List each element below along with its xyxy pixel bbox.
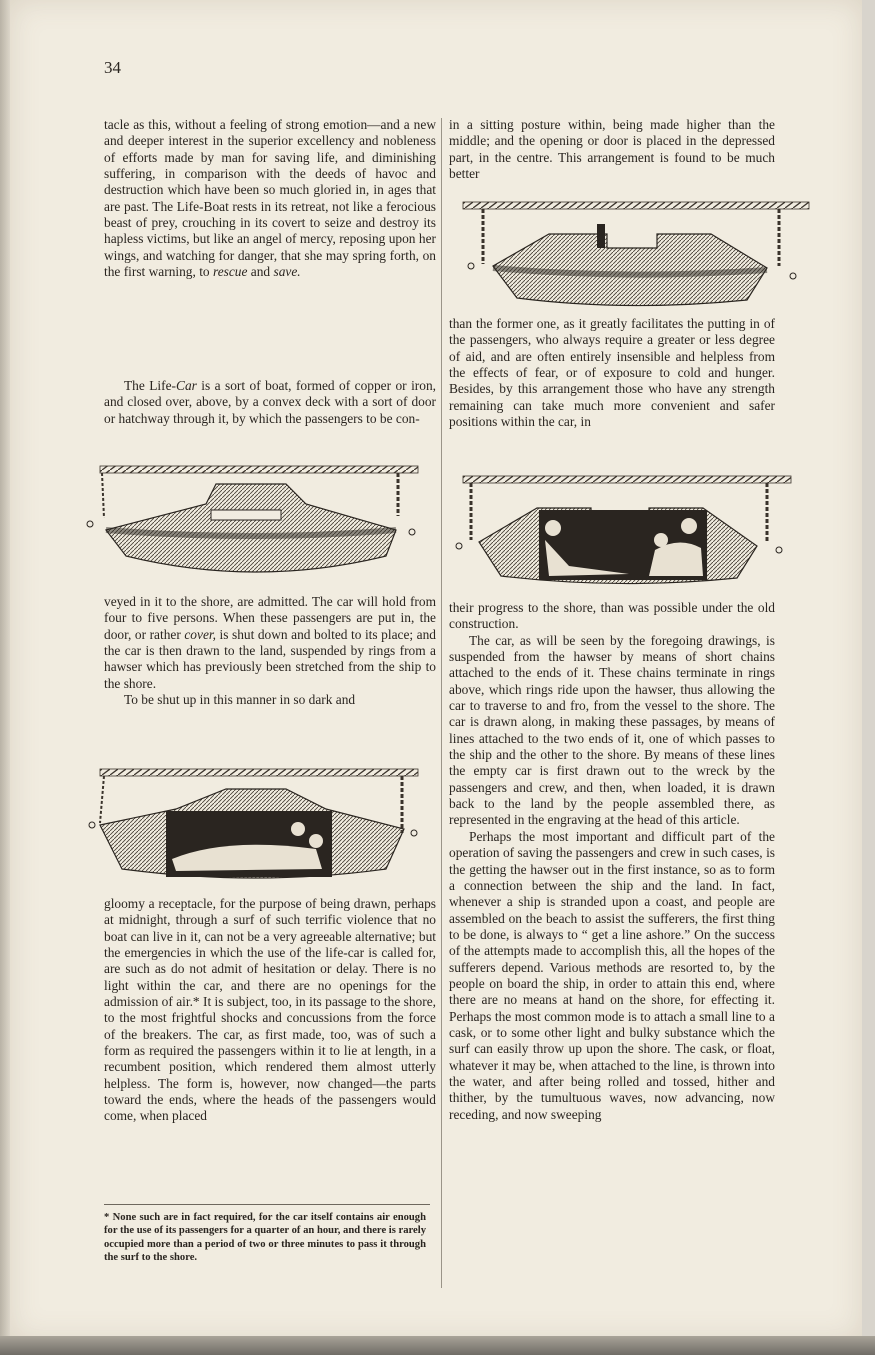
paragraph: their progress to the shore, than was possible under the old construction. [449, 600, 775, 632]
paragraph: in a sitting posture within, being made higher than the middle; and the opening or door is placed in the depressed part, in the centre. This arrangement is found to be much better [449, 117, 775, 182]
life-car-illustration-closed [86, 458, 426, 586]
paragraph: To be shut up in this manner in so dark and [124, 692, 356, 708]
paragraph: than the former one, as it greatly facilitates the putting in of the passengers, who always require a greater or less degree of aid, and are often entirely insensible and helpless from the effects of fear, or of exposure to cold and hunger. Besides, by this arrangement those who have any strength remaining can take much more convenient and safer positions within the car, in [449, 316, 775, 430]
page-number: 34 [104, 58, 121, 77]
page-bottom-edge [0, 1336, 875, 1355]
paragraph: Perhaps the most important and difficult part of the operation of saving the passengers and crew in such cases, is the getting the hawser out in the first instance, so as to form a connection between the ship and the land. In fact, whenever a ship is stranded upon a coast, and people are assembled on the beach to assist the sufferers, the first thing to be done, is always to “ get a line ashore.” On the success of the attempts made to accomplish this, all the hopes of the sufferers depend. Various methods are resorted to, by the people on board the ship, in order to attain this end, where there are no means at hand on the shore, for effecting it. Perhaps the most common mode is to attach a small line to a cask, or to some other light and bulky substance which the surf can easily throw up upon the shore. The cask, or float, whatever it may be, when attached to the line, is thrown into the water, and after being rolled and tossed, hither and thither, by the tumultuous waves, now advancing, now receding, and now sweeping [449, 828, 775, 1122]
paragraph: tacle as this, without a feeling of strong emotion—and a new and deeper interest in the superior excellency and nobleness of efforts made by man for saving life, and diminishing suffering, in comparison with the deeds of havoc and destruction which have been so much gloried in, in ages that are past. The Life-Boat rests in its retreat, not like a ferocious beast of prey, crouching in its covert to seize and destroy its hapless victims, but like an angel of mercy, reposing upon her wings, and watching for danger, that she may spring forth, on the first warning, to rescue and save. [104, 117, 436, 280]
paragraph: gloomy a receptacle, for the purpose of being drawn, perhaps at midnight, through a surf of such terrific violence that no boat can live in it, can not be a very agreeable alternative; but the emergencies in which the use of the life-car is called for, are such as do not admit of hesitation or delay. There is no light within the car, and there are no openings for the admission of air.* It is subject, too, in its passage to the shore, to the most frightful shocks and concussions from the force of the breakers. The car, as first made, too, was of such a form as required the passengers within it to lie at length, in a recumbent position, which rendered them almost utterly helpless. The form is, however, now changed—the parts toward the ends, where the heads of the passengers would come, when placed [104, 896, 436, 1124]
life-car-illustration-improved [457, 196, 813, 312]
left-column-text-3 [104, 594, 436, 708]
column-divider [441, 118, 442, 1288]
left-column-text-4 [104, 896, 436, 1125]
footnote-rule [104, 1204, 430, 1205]
life-car-illustration-interior-recumbent [86, 763, 426, 888]
right-column-text-3 [449, 600, 775, 1123]
left-column-text-1 [104, 117, 436, 280]
footnote: * None such are in fact required, for the car itself contains air enough for the use of its passengers for a quarter of an hour, and there is rarely occupied more than a period of two or three minutes to pass it through the surf to the shore. [104, 1212, 426, 1264]
left-column-text-2 [104, 378, 436, 427]
right-column-text-2 [449, 316, 775, 430]
paragraph: The Life-Car is a sort of boat, formed of copper or iron, and closed over, above, by a convex deck with a sort of door or hatchway through it, by which the passengers to be con- [104, 378, 436, 426]
paragraph: The car, as will be seen by the foregoing drawings, is suspended from the hawser by means of short chains attached to the ends of it. These chains terminate in rings above, which rings ride upon the hawser, thus allowing the car to traverse to and fro, from the vessel to the shore. The car is drawn along, in making these passages, by means of lines attached to the two ends of it, one of which passes to the ship and the other to the shore. By means of these lines the empty car is first drawn out to the wreck by the passengers and crew, and then, when loaded, it is drawn back to the land by the people assembled there, as represented in the engraving at the head of this article. [449, 632, 775, 828]
right-column-text-1 [449, 117, 775, 182]
life-car-illustration-interior-seated [449, 470, 795, 590]
paragraph: veyed in it to the shore, are admitted. The car will hold from four to five persons. When these passengers are put in, the door, or rather cover, is shut down and bolted to its place; and the car is then drawn to the land, suspended by rings from a hawser which has previously been stretched from the ship to the shore. [104, 594, 436, 691]
